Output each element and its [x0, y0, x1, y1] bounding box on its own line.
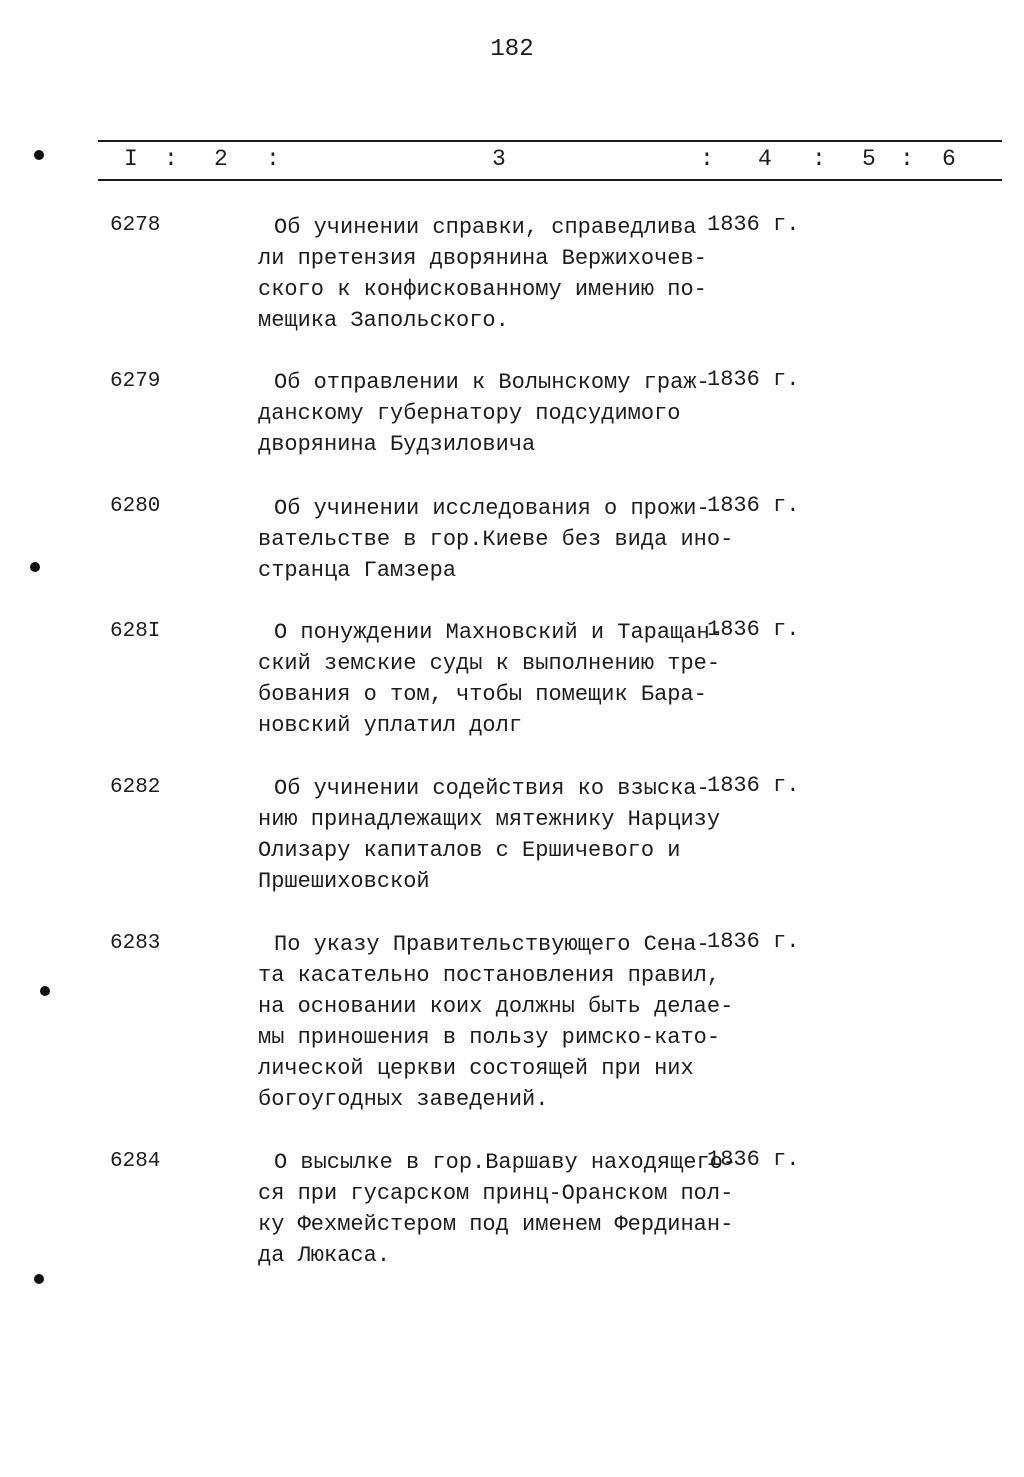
description-line: мы приношения в пользу римско-като-	[258, 1025, 721, 1050]
description-line: данскому губернатору подсудимого	[258, 401, 681, 426]
column-header-5: 5	[862, 146, 876, 172]
description-line: мещика Запольского.	[258, 308, 509, 333]
record-year: 1836 г.	[707, 212, 800, 237]
header-rule-bottom	[98, 179, 1002, 181]
column-header-1: I	[124, 146, 138, 172]
binder-hole-mark	[34, 150, 44, 160]
description-line: новский уплатил долг	[258, 713, 523, 738]
record-year: 1836 г.	[707, 773, 800, 798]
record-year: 1836 г.	[707, 367, 800, 392]
column-header-4: 4	[758, 146, 772, 172]
record-year: 1836 г.	[707, 929, 800, 954]
description-line: ский земские суды к выполнению тре-	[258, 651, 721, 676]
description-line: О понуждении Махновский и Таращан-	[274, 620, 723, 645]
record-year: 1836 г.	[707, 1147, 800, 1172]
description-line: Об учинении исследования о прожи-	[274, 496, 710, 521]
description-line: бования о том, чтобы помещик Бара-	[258, 682, 707, 707]
description-line: ли претензия дворянина Вержихочев-	[258, 246, 707, 271]
binder-hole-mark	[30, 562, 40, 572]
record-number: 6279	[110, 370, 161, 393]
record-number: 628I	[110, 620, 161, 643]
description-line: та касательно постановления правил,	[258, 963, 721, 988]
binder-hole-mark	[34, 1274, 44, 1284]
description-line: ского к конфискованному имению по-	[258, 277, 707, 302]
record-description	[258, 212, 728, 336]
record-description	[258, 617, 728, 741]
description-line: лической церкви состоящей при них	[258, 1056, 694, 1081]
binder-hole-mark	[40, 986, 50, 996]
description-line: Об учинении справки, справедлива	[274, 215, 697, 240]
description-line: богоугодных заведений.	[258, 1087, 549, 1112]
column-separator: :	[812, 146, 826, 172]
header-rule-top	[98, 140, 1002, 142]
record-year: 1836 г.	[707, 617, 800, 642]
record-number: 6280	[110, 495, 161, 518]
column-separator: :	[700, 146, 714, 172]
column-separator: :	[900, 146, 914, 172]
record-number: 6282	[110, 776, 161, 799]
record-description	[258, 367, 728, 460]
description-line: ку Фехмейстером под именем Фердинан-	[258, 1212, 734, 1237]
record-number: 6284	[110, 1150, 161, 1173]
description-line: По указу Правительствующего Сена-	[274, 932, 710, 957]
record-description	[258, 493, 734, 586]
description-line: вательстве в гор.Киеве без вида ино-	[258, 527, 734, 552]
description-line: нию принадлежащих мятежнику Нарцизу	[258, 807, 721, 832]
column-header-2: 2	[214, 146, 228, 172]
description-line: Олизару капиталов с Ершичевого и	[258, 838, 681, 863]
column-header-3: 3	[492, 146, 506, 172]
description-line: О высылке в гор.Варшаву находящего-	[274, 1150, 737, 1175]
record-description	[258, 929, 734, 1115]
description-line: дворянина Будзиловича	[258, 432, 536, 457]
column-separator: :	[266, 146, 280, 172]
record-year: 1836 г.	[707, 493, 800, 518]
record-number: 6283	[110, 932, 161, 955]
page-number: 182	[490, 36, 534, 63]
record-description	[258, 1147, 737, 1271]
description-line: Пршешиховской	[258, 869, 430, 894]
description-line: Об учинении содействия ко взыска-	[274, 776, 710, 801]
record-description	[258, 773, 728, 897]
record-number: 6278	[110, 214, 161, 237]
description-line: странца Гамзера	[258, 558, 457, 583]
column-separator: :	[164, 146, 178, 172]
description-line: ся при гусарском принц-Оранском пол-	[258, 1181, 734, 1206]
description-line: Об отправлении к Волынскому граж-	[274, 370, 710, 395]
description-line: на основании коих должны быть делае-	[258, 994, 734, 1019]
column-header-6: 6	[942, 146, 956, 172]
description-line: да Люкаса.	[258, 1243, 391, 1268]
